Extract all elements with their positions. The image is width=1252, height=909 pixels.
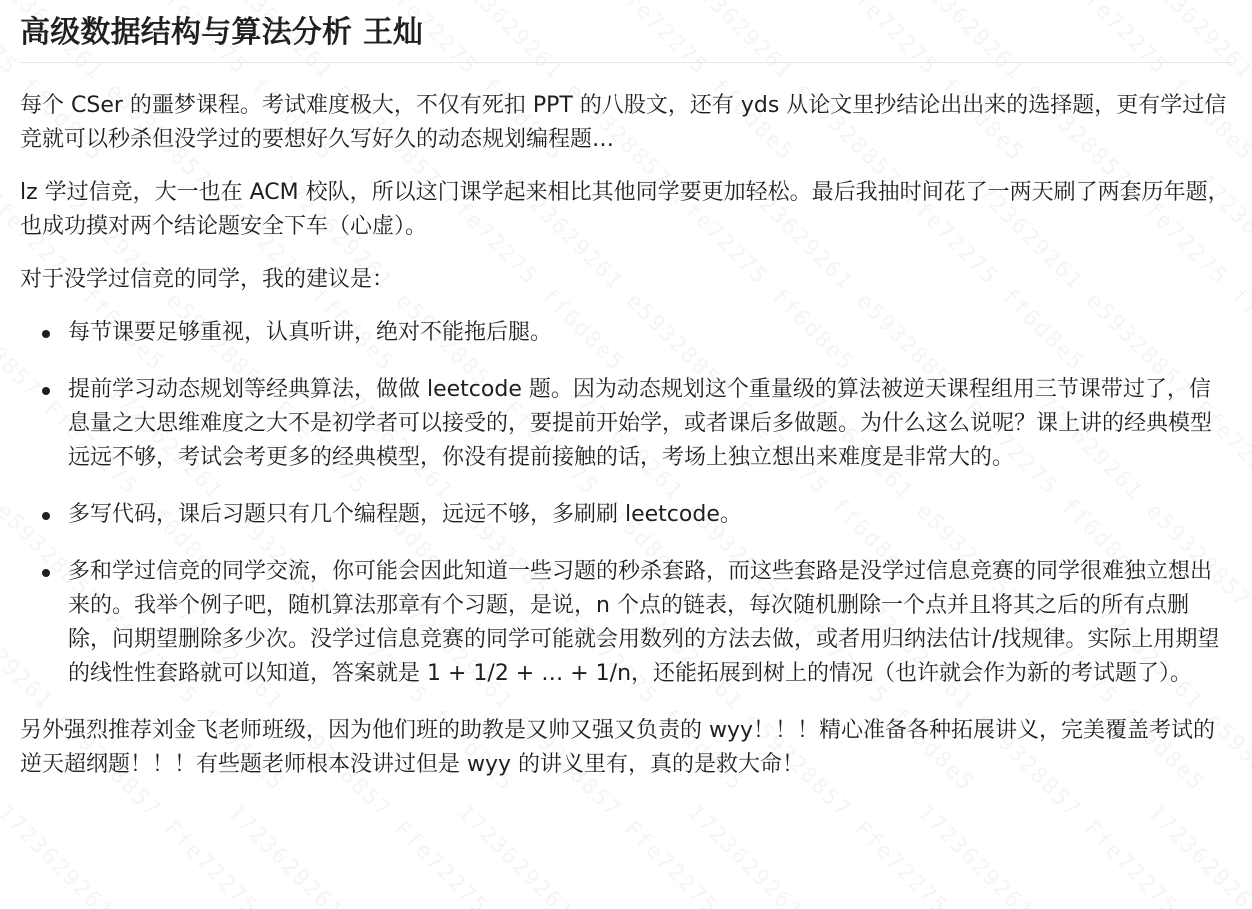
watermark-text bbox=[452, 800, 869, 909]
bullet-icon bbox=[42, 512, 50, 520]
advice-item bbox=[20, 555, 1232, 691]
advice-item-text: 每节课要足够重视，认真听讲，绝对不能拖后腿。 bbox=[68, 320, 553, 345]
advice-item bbox=[20, 373, 1232, 475]
advice-item-text: 提前学习动态规划等经典算法，做做 leetcode 题。因为动态规划这个重量级的算法被逆天课程组用三节课带过了，信息量之大思维难度之大不是初学者可以接受的，要提前开始学，或者课后多做题。为什么这么说呢？课上讲的经典模型远远不够，考试会考更多的经典模型，你没有提前接触的话，考场上独立想出来难度是非常大的。 bbox=[68, 377, 1213, 470]
watermark-text bbox=[682, 800, 1099, 909]
watermark-text bbox=[1142, 800, 1252, 909]
advice-item bbox=[20, 498, 1232, 532]
bullet-icon bbox=[42, 569, 50, 577]
closing-paragraph: 另外强烈推荐刘金飞老师班级，因为他们班的助教是又帅又强又负责的 wyy！！！精心准备各种拓展讲义，完美覆盖考试的逆天超纲题！！！有些题老师根本没讲过但是 wyy 的讲义里有，真的是救大命！ bbox=[20, 718, 1216, 777]
bullet-icon bbox=[42, 330, 50, 338]
advice-item-text: 多写代码，课后习题只有几个编程题，远远不够，多刷刷 leetcode。 bbox=[68, 502, 742, 527]
watermark-text bbox=[0, 800, 409, 909]
title-divider bbox=[20, 62, 1232, 63]
page-title: 高级数据结构与算法分析 王灿 bbox=[20, 15, 424, 50]
bullet-icon bbox=[42, 387, 50, 395]
experience-paragraph: lz 学过信竞，大一也在 ACM 校队，所以这门课学起来相比其他同学要更加轻松。最后我抽时间花了一两天刷了两套历年题，也成功摸对两个结论题安全下车（心虚）。 bbox=[20, 180, 1230, 239]
advice-item-text: 多和学过信竞的同学交流，你可能会因此知道一些习题的秒杀套路，而这些套路是没学过信息竞赛的同学很难独立想出来的。我举个例子吧，随机算法那章有个习题，是说，n 个点的链表，每次随机删除一个点并且将其之后的所有点删除，问期望删除多少次。没学过信息竞赛的同学可能就会用数列的方法去做，或者用归纳法估计/找规律。实际上用期望的线性性套路就可以知道，答案就是 1 + 1/2 + … + 1/n，还能拓展到树上的情况（也许就会作为新的考试题了）。 bbox=[68, 559, 1220, 686]
watermark-text bbox=[222, 800, 639, 909]
intro-paragraph: 每个 CSer 的噩梦课程。考试难度极大，不仅有死扣 PPT 的八股文，还有 yds 从论文里抄结论出出来的选择题，更有学过信竞就可以秒杀但没学过的要想好久写好久的动态规划编程题… bbox=[20, 93, 1227, 152]
advice-lead-paragraph: 对于没学过信竞的同学，我的建议是： bbox=[20, 267, 395, 292]
watermark-text bbox=[912, 800, 1252, 909]
advice-list bbox=[20, 316, 1232, 691]
advice-item bbox=[20, 316, 1232, 350]
